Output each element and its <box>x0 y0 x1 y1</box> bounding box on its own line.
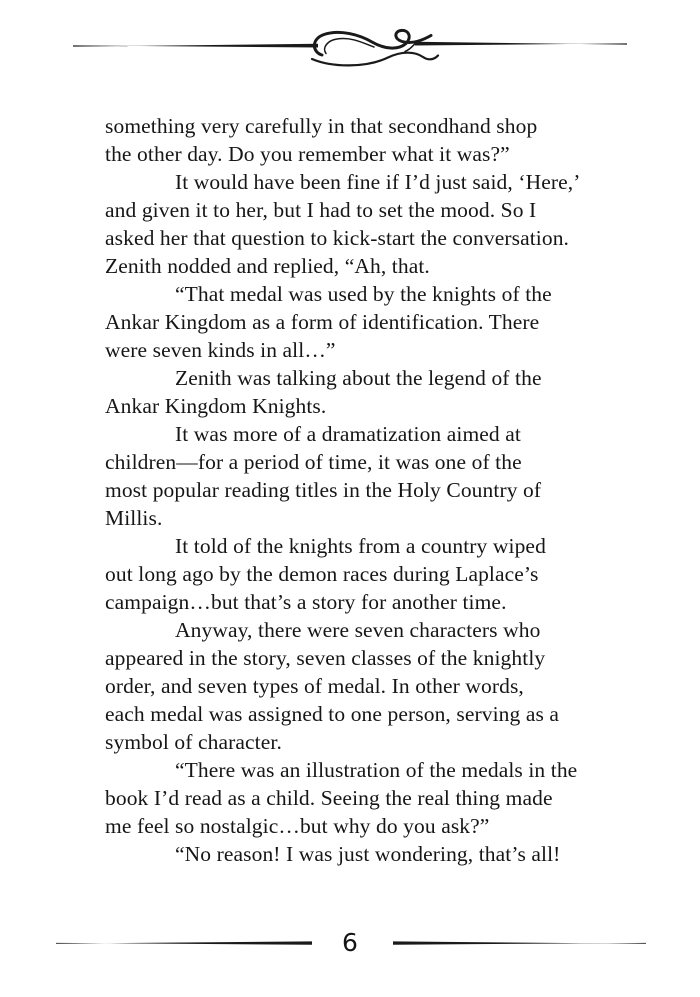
page-footer <box>0 926 700 962</box>
text-line: “There was an illustration of the medals in the <box>175 758 578 782</box>
text-line: It told of the knights from a country wiped <box>175 534 546 558</box>
text-line: It was more of a dramatization aimed at <box>175 422 521 446</box>
text-line: were seven kinds in all…” <box>105 338 336 362</box>
text-line: Zenith was talking about the legend of the <box>175 366 542 390</box>
text-line: appeared in the story, seven classes of the knightly <box>105 646 546 670</box>
text-line: campaign…but that’s a story for another time. <box>105 590 507 614</box>
text-line: Ankar Kingdom as a form of identification. There <box>105 310 540 334</box>
text-line: most popular reading titles in the Holy Country of <box>105 478 542 502</box>
text-line: me feel so nostalgic…but why do you ask?” <box>105 814 490 838</box>
text-line: and given it to her, but I had to set the mood. So I <box>105 198 537 222</box>
text-line: book I’d read as a child. Seeing the real thing made <box>105 786 553 810</box>
text-line: “No reason! I was just wondering, that’s all! <box>175 842 561 866</box>
header-flourish-divider <box>60 26 650 74</box>
text-line: symbol of character. <box>105 730 282 754</box>
text-line: the other day. Do you remember what it was?” <box>105 142 510 166</box>
text-line: something very carefully in that secondhand shop <box>105 114 538 138</box>
page-text <box>105 112 615 868</box>
text-line: each medal was assigned to one person, serving as a <box>105 702 560 726</box>
flourish-icon <box>60 26 650 74</box>
page-number: 6 <box>342 928 358 957</box>
text-line: “That medal was used by the knights of the <box>175 282 552 306</box>
text-line: Ankar Kingdom Knights. <box>105 394 327 418</box>
text-line: Millis. <box>105 506 163 530</box>
text-line: order, and seven types of medal. In other words, <box>105 674 524 698</box>
text-line: Zenith nodded and replied, “Ah, that. <box>105 254 430 278</box>
text-line: Anyway, there were seven characters who <box>175 618 541 642</box>
text-line: children—for a period of time, it was one of the <box>105 450 522 474</box>
text-line: It would have been fine if I’d just said, ‘Here,’ <box>175 170 581 194</box>
text-line: asked her that question to kick-start the conversation. <box>105 226 570 250</box>
text-line: out long ago by the demon races during Laplace’s <box>105 562 539 586</box>
